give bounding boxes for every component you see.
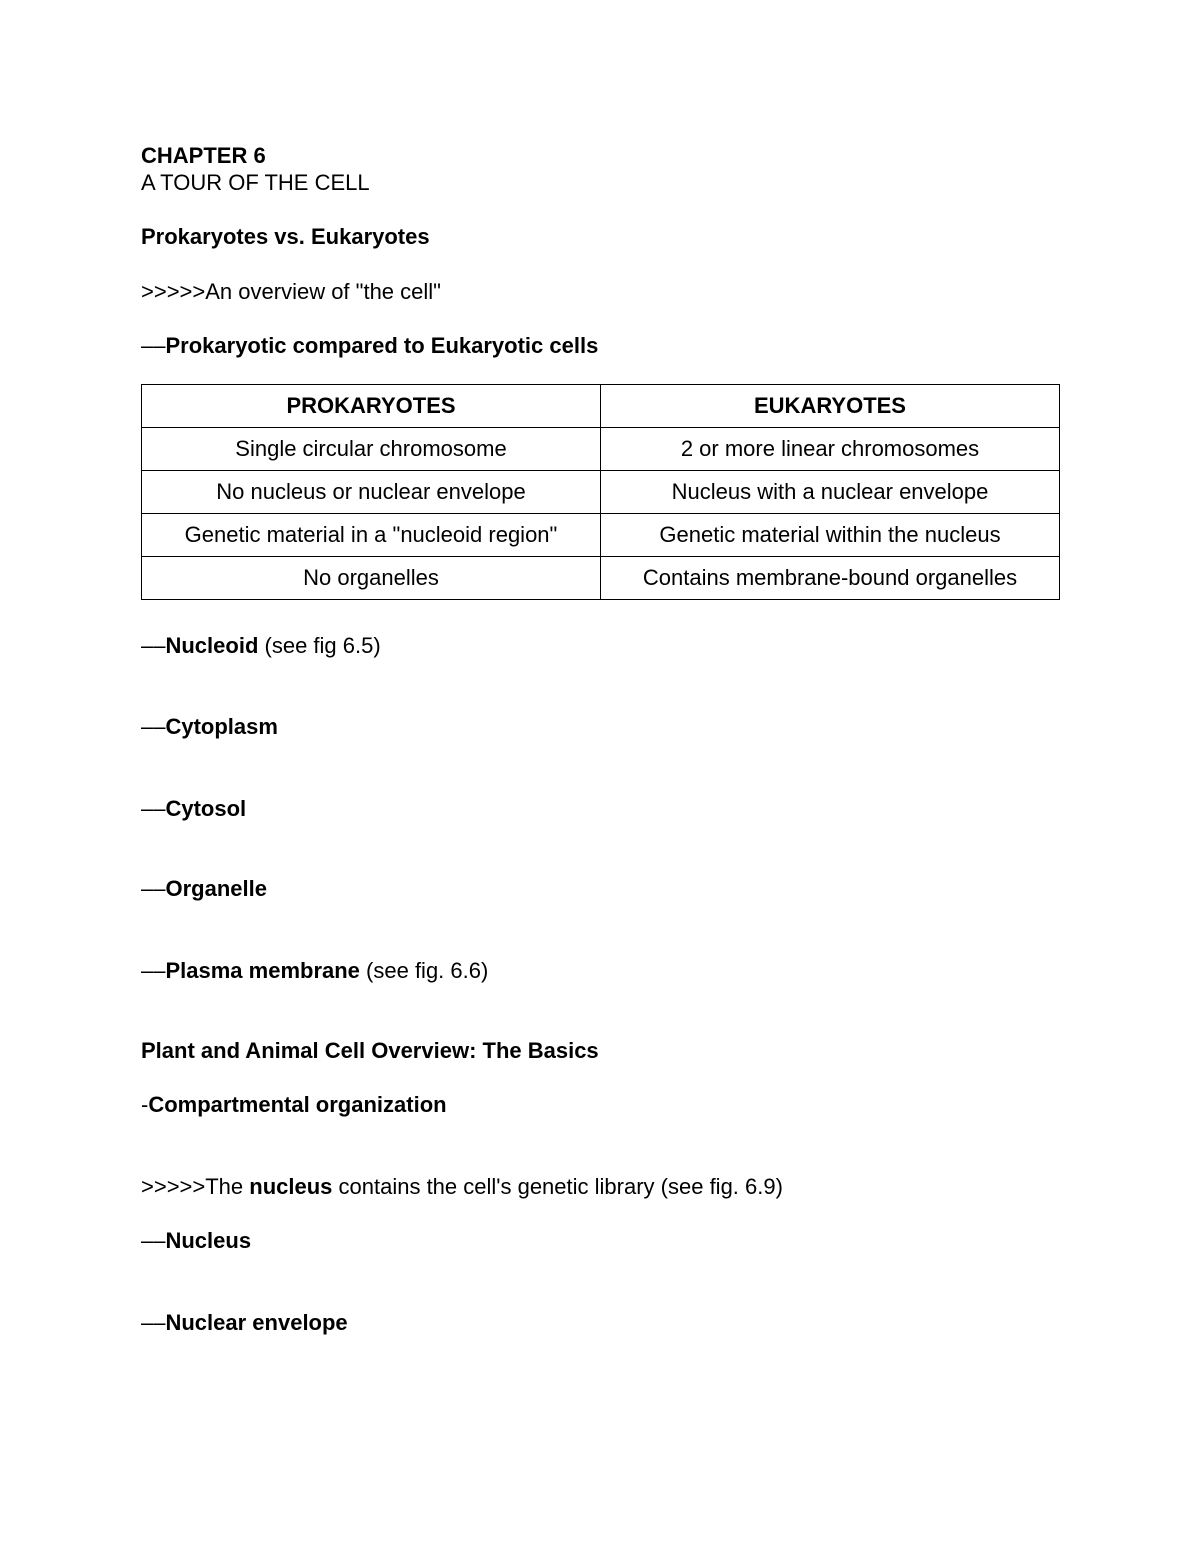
chapter-title: A TOUR OF THE CELL xyxy=(141,170,370,195)
table-cell: 2 or more linear chromosomes xyxy=(601,428,1060,471)
table-header-eukaryotes: EUKARYOTES xyxy=(601,385,1060,428)
nucleus-overview-line xyxy=(141,1174,783,1200)
term-nucleoid xyxy=(141,633,381,659)
term-dash: –– xyxy=(141,796,166,821)
table-row xyxy=(142,471,1060,514)
term-dash: –– xyxy=(141,1310,166,1335)
term-cytoplasm xyxy=(141,714,278,740)
table-cell: Genetic material within the nucleus xyxy=(601,514,1060,557)
term-nucleus xyxy=(141,1228,251,1254)
compartment-prefix: - xyxy=(141,1092,149,1117)
compartment-label: Compartmental organization xyxy=(148,1092,447,1117)
compare-heading-line xyxy=(141,333,598,359)
compartment-line xyxy=(141,1092,447,1118)
comparison-table xyxy=(141,384,1060,600)
term-organelle xyxy=(141,876,267,902)
term-plasma-membrane-ref: (see fig. 6.6) xyxy=(359,958,489,983)
term-plasma-membrane-label: Plasma membrane xyxy=(165,958,360,983)
table-header-prokaryotes: PROKARYOTES xyxy=(142,385,601,428)
term-nucleoid-ref: (see fig 6.5) xyxy=(258,633,381,658)
table-cell: Contains membrane-bound organelles xyxy=(601,557,1060,600)
term-dash: –– xyxy=(141,714,166,739)
term-cytosol-label: Cytosol xyxy=(165,796,247,821)
term-dash: –– xyxy=(141,958,166,983)
table-row xyxy=(142,514,1060,557)
overview-text: An overview of "the cell" xyxy=(205,279,441,304)
term-nuclear-envelope xyxy=(141,1310,348,1336)
nucleus-overview-rest: contains the cell's genetic library (see fig. 6.9) xyxy=(332,1174,783,1199)
term-dash: –– xyxy=(141,633,166,658)
nucleus-overview-prefix: >>>>>The xyxy=(141,1174,250,1199)
table-cell: Nucleus with a nuclear envelope xyxy=(601,471,1060,514)
table-row xyxy=(142,557,1060,600)
compare-prefix: –– xyxy=(141,333,166,358)
table-header-row xyxy=(142,385,1060,428)
nucleus-overview-bold: nucleus xyxy=(249,1174,333,1199)
term-nucleus-label: Nucleus xyxy=(165,1228,252,1253)
chapter-number: CHAPTER 6 xyxy=(141,143,266,168)
term-dash: –– xyxy=(141,876,166,901)
section-heading-prok-vs-euk: Prokaryotes vs. Eukaryotes xyxy=(141,224,430,249)
table-cell: Single circular chromosome xyxy=(142,428,601,471)
table-cell: Genetic material in a "nucleoid region" xyxy=(142,514,601,557)
term-cytoplasm-label: Cytoplasm xyxy=(165,714,278,739)
table-row xyxy=(142,428,1060,471)
compare-heading: Prokaryotic compared to Eukaryotic cells xyxy=(165,333,599,358)
term-cytosol xyxy=(141,796,246,822)
term-organelle-label: Organelle xyxy=(165,876,267,901)
overview-prefix: >>>>> xyxy=(141,279,206,304)
term-dash: –– xyxy=(141,1228,166,1253)
table-cell: No organelles xyxy=(142,557,601,600)
table-cell: No nucleus or nuclear envelope xyxy=(142,471,601,514)
term-nucleoid-label: Nucleoid xyxy=(165,633,259,658)
overview-line xyxy=(141,279,441,305)
section-heading-plant-animal: Plant and Animal Cell Overview: The Basics xyxy=(141,1038,599,1063)
term-plasma-membrane xyxy=(141,958,488,984)
term-nuclear-envelope-label: Nuclear envelope xyxy=(165,1310,348,1335)
